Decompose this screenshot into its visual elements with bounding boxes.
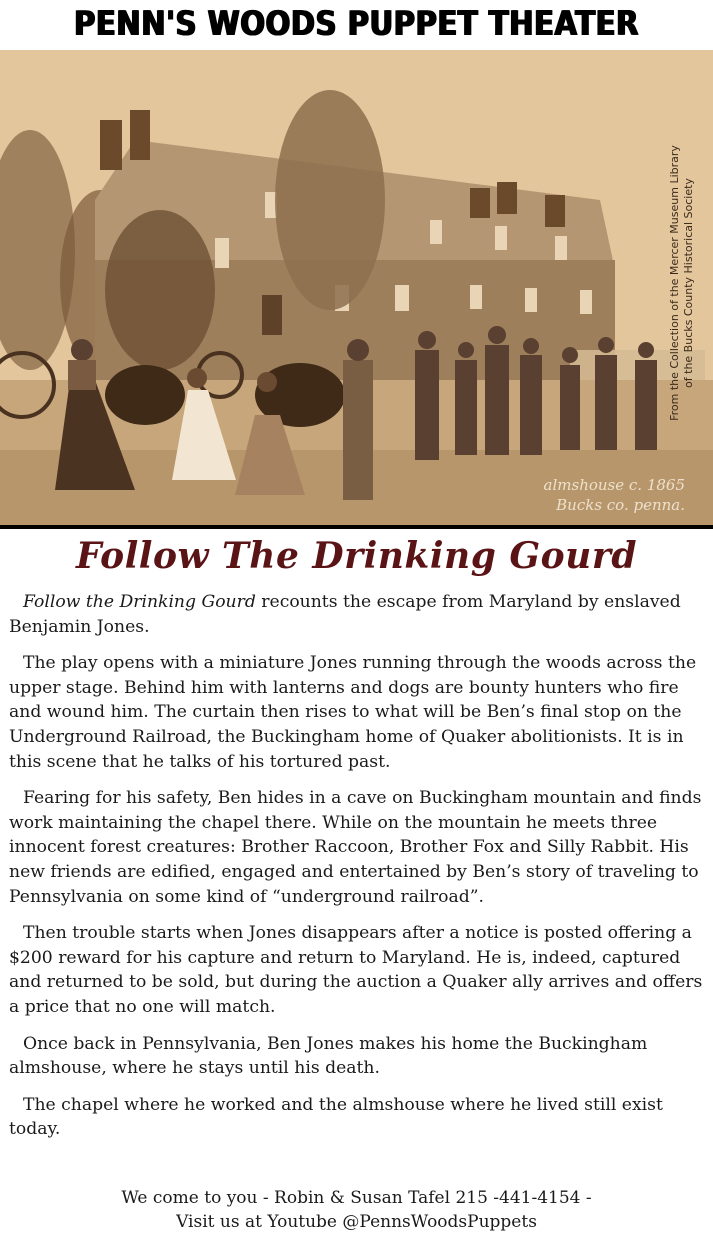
photo-credit-line-2: of the Bucks County Historical Society (682, 177, 695, 388)
divider-rule (0, 525, 713, 529)
page-header (0, 0, 713, 50)
contact-line: We come to you - Robin & Susan Tafel 215 -441-4154 - (121, 1188, 592, 1208)
sepia-photo-illustration (0, 50, 713, 525)
photo-caption (544, 475, 685, 515)
description-body (9, 590, 709, 1154)
play-title-inline: Follow the Drinking Gourd (23, 592, 256, 612)
photo-caption-line-2: Bucks co. penna. (556, 496, 685, 514)
paragraph-3: Fearing for his safety, Ben hides in a cave on Buckingham mountain and finds work maintaining the chapel there. While on the mountain he meets three innocent forest creatures: Brother Raccoon, Brother Fox and Silly Rabbit. His new friends are edified, engaged and entertained by Ben’s story of traveling to Pennsylvania on some kind of “underground railroad”. (9, 788, 702, 907)
paragraph-1 (9, 590, 709, 639)
contact-footer (0, 1186, 713, 1234)
play-title: Follow The Drinking Gourd (76, 535, 637, 577)
photo-credit-line-1: From the Collection of the Mercer Museum Library (668, 144, 681, 421)
paragraph-5: Once back in Pennsylvania, Ben Jones makes his home the Buckingham almshouse, where he stays until his death. (9, 1033, 648, 1079)
page-title: PENN'S WOODS PUPPET THEATER (74, 4, 639, 44)
photo-caption-line-1: almshouse c. 1865 (543, 476, 685, 494)
photo-credit (657, 110, 707, 455)
paragraph-6: The chapel where he worked and the almshouse where he lived still exist today. (9, 1094, 663, 1140)
youtube-line: Visit us at Youtube @PennsWoodsPuppets (176, 1212, 537, 1232)
paragraph-4: Then trouble starts when Jones disappears after a notice is posted offering a $200 reward for his capture and return to Maryland. He is, indeed, captured and returned to be sold, but during the auction a Quaker ally arrives and offers a price that no one will match. (9, 923, 703, 1017)
almshouse-photo (0, 50, 713, 525)
paragraph-1-text: recounts the escape from Maryland by enslaved Benjamin Jones. (9, 592, 681, 637)
paragraph-2: The play opens with a miniature Jones running through the woods across the upper stage. Behind him with lanterns and dogs are bounty hunters who fire and wound him. The curtain then rises to what will be Ben’s final stop on the Underground Railroad, the Buckingham home of Quaker abolitionists. It is in this scene that he talks of his tortured past. (9, 653, 697, 772)
